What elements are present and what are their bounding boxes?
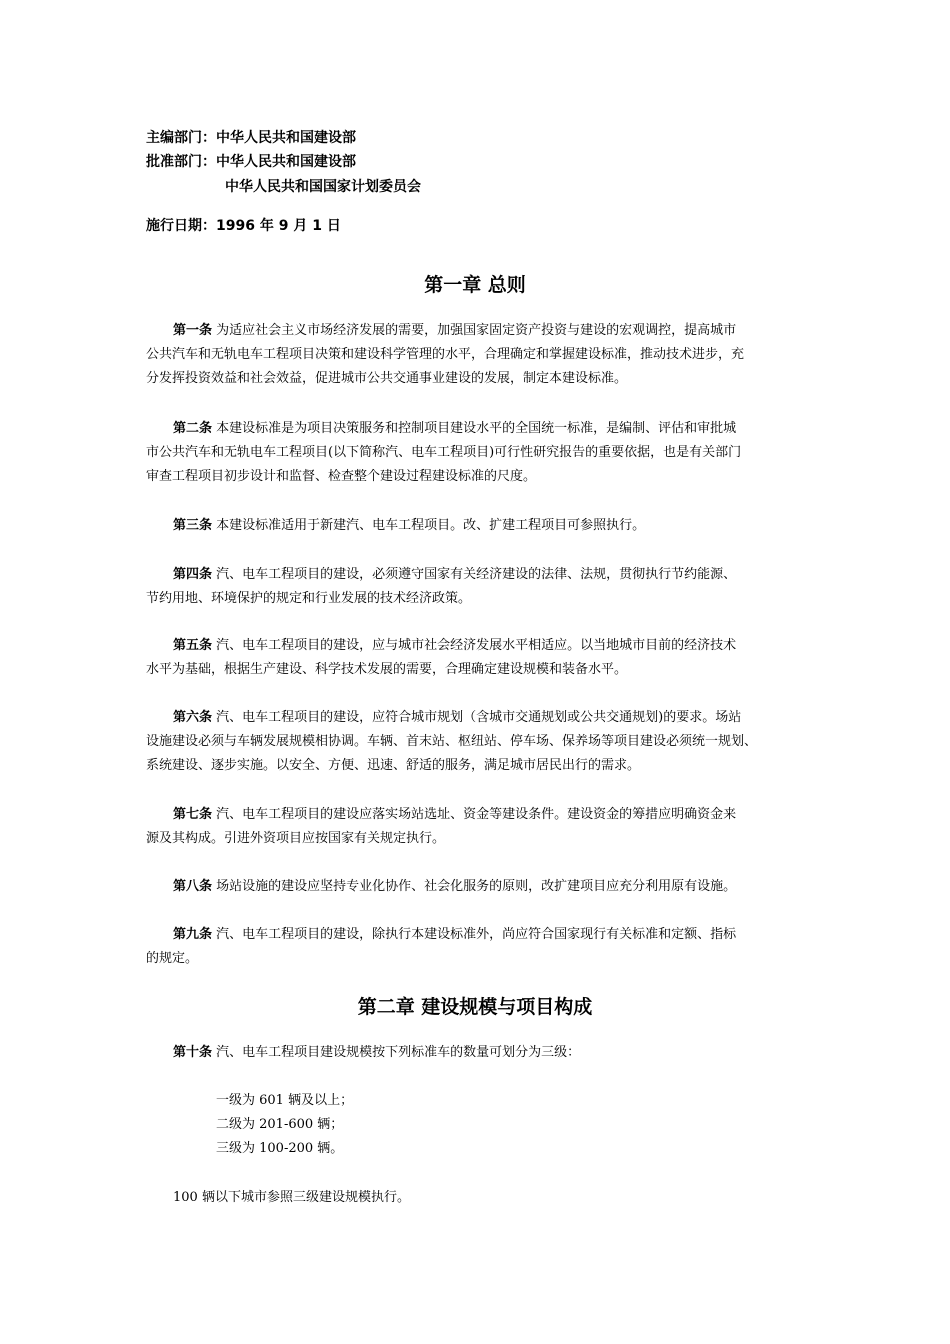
article-6 (146, 706, 806, 778)
article-text: 水平为基础，根据生产建设、科学技术发展的需要，合理确定建设规模和装备水平。 (146, 662, 628, 677)
article-text: 分发挥投资效益和社会效益，促进城市公共交通事业建设的发展，制定本建设标准。 (146, 371, 628, 386)
article-text: 市公共汽车和无轨电车工程项目(以下简称汽、电车工程项目)可行性研究报告的重要依据，也是有关部门 (146, 445, 742, 460)
note-text: 100 辆以下城市参照三级建设规模执行。 (173, 1190, 410, 1205)
date-line (146, 216, 341, 236)
article-5 (146, 634, 806, 682)
editor-label: 主编部门： (146, 130, 216, 146)
approver-label: 批准部门： (146, 154, 216, 170)
date-value: 1996 年 9 月 1 日 (216, 218, 341, 234)
approver-value-2: 中华人民共和国国家计划委员会 (225, 179, 421, 195)
chapter-title: 第二章 建设规模与项目构成 (357, 996, 593, 1018)
article-text: 的规定。 (146, 951, 199, 966)
article-text: 汽、电车工程项目的建设，必须遵守国家有关经济建设的法律、法规，贯彻执行节约能源、 (216, 567, 737, 582)
article-text: 汽、电车工程项目建设规模按下列标准车的数量可划分为三级： (216, 1045, 581, 1060)
article-number: 第三条 (173, 518, 213, 533)
article-number: 第十条 (173, 1045, 213, 1060)
list-item: 一级为 601 辆及以上； (216, 1093, 354, 1108)
article-3 (146, 514, 806, 538)
article-text: 设施建设必须与车辆发展规模相协调。车辆、首末站、枢纽站、停车场、保养场等项目建设必须统一规划、 (146, 734, 758, 749)
date-label: 施行日期： (146, 218, 216, 234)
article-text: 为适应社会主义市场经济发展的需要，加强国家固定资产投资与建设的宏观调控，提高城市 (216, 323, 737, 338)
article-number: 第六条 (173, 710, 213, 725)
article-9 (146, 923, 806, 971)
article-number: 第一条 (173, 323, 213, 338)
article-10 (146, 1041, 806, 1065)
article-text: 汽、电车工程项目的建设，应符合城市规划（含城市交通规划或公共交通规划)的要求。场站 (216, 710, 742, 725)
article-4 (146, 563, 806, 611)
article-text: 系统建设、逐步实施。以安全、方便、迅速、舒适的服务，满足城市居民出行的需求。 (146, 758, 641, 773)
article-8 (146, 875, 806, 899)
article-text: 审查工程项目初步设计和监督、检查整个建设过程建设标准的尺度。 (146, 469, 537, 484)
list-item: 二级为 201-600 辆； (216, 1117, 344, 1132)
article-7 (146, 803, 806, 851)
approver-value-1: 中华人民共和国建设部 (216, 154, 356, 170)
editor-value: 中华人民共和国建设部 (216, 130, 356, 146)
chapter-title: 第一章 总则 (424, 274, 526, 296)
article-text: 节约用地、环境保护的规定和行业发展的技术经济政策。 (146, 591, 472, 606)
article-number: 第七条 (173, 807, 213, 822)
article-text: 本建设标准是为项目决策服务和控制项目建设水平的全国统一标准，是编制、评估和审批城 (216, 421, 737, 436)
article-text: 汽、电车工程项目的建设，除执行本建设标准外，尚应符合国家现行有关标准和定额、指标 (216, 927, 737, 942)
approver-line-2 (146, 177, 421, 197)
article-text: 场站设施的建设应坚持专业化协作、社会化服务的原则，改扩建项目应充分利用原有设施。 (216, 879, 737, 894)
article-1 (146, 319, 806, 391)
article-2 (146, 417, 806, 489)
article-text: 汽、电车工程项目的建设应落实场站选址、资金等建设条件。建设资金的筹措应明确资金来 (216, 807, 737, 822)
article-number: 第四条 (173, 567, 213, 582)
article-number: 第九条 (173, 927, 213, 942)
article-text: 汽、电车工程项目的建设，应与城市社会经济发展水平相适应。以当地城市目前的经济技术 (216, 638, 737, 653)
article-number: 第二条 (173, 421, 213, 436)
article-number: 第八条 (173, 879, 213, 894)
level-list (216, 1089, 353, 1161)
article-text: 本建设标准适用于新建汽、电车工程项目。改、扩建工程项目可参照执行。 (216, 518, 646, 533)
approver-line (146, 152, 356, 172)
list-item: 三级为 100-200 辆。 (216, 1141, 344, 1156)
article-text: 公共汽车和无轨电车工程项目决策和建设科学管理的水平，合理确定和掌握建设标准，推动技术进步，充 (146, 347, 745, 362)
article-text: 源及其构成。引进外资项目应按国家有关规定执行。 (146, 831, 446, 846)
article-number: 第五条 (173, 638, 213, 653)
editor-line (146, 128, 356, 148)
